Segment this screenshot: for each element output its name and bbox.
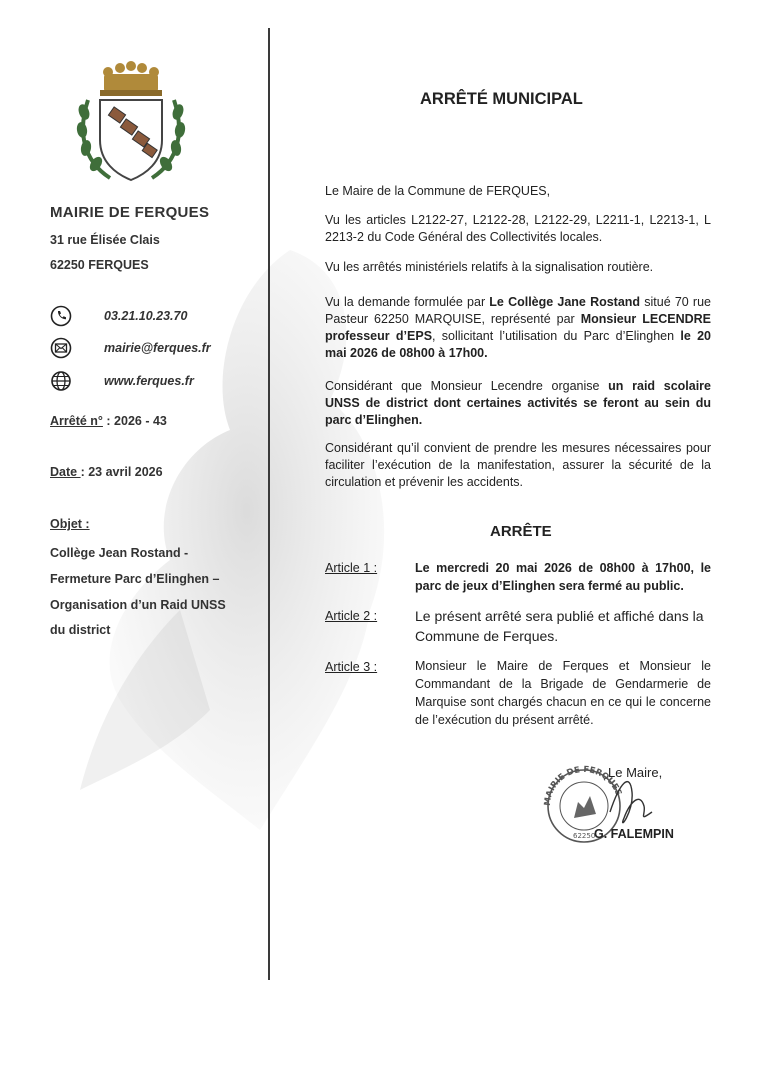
article-2-label: Article 2 : bbox=[325, 609, 378, 623]
vu-demande-text: , sollicitant l’utilisation du Parc d’Elinghen bbox=[432, 329, 681, 343]
coat-of-arms-icon bbox=[70, 60, 192, 188]
vu-demande-text: Vu la demande formulée par bbox=[325, 295, 490, 309]
considerant-raid-text: Considérant que Monsieur Lecendre organise bbox=[325, 379, 609, 393]
article-3-label: Article 3 : bbox=[325, 660, 378, 674]
objet-line: Fermeture Parc d’Elinghen – bbox=[50, 572, 220, 586]
vu-arretes-text: Vu les arrêtés ministériels relatifs à la signalisation routière. bbox=[325, 260, 654, 274]
closing-label: Le Maire, bbox=[608, 765, 663, 780]
vu-articles-paragraph bbox=[325, 212, 711, 246]
envelope-icon bbox=[50, 337, 72, 359]
considerant-mesures-paragraph bbox=[325, 440, 711, 491]
arrete-date bbox=[50, 465, 163, 479]
globe-icon bbox=[50, 370, 72, 392]
document-title: ARRÊTÉ MUNICIPAL bbox=[420, 90, 583, 108]
date-label: Date bbox=[50, 465, 81, 479]
date-value: : 23 avril 2026 bbox=[80, 465, 163, 479]
phone-number[interactable]: 03.21.10.23.70 bbox=[104, 309, 188, 323]
vu-arretes-paragraph bbox=[325, 259, 711, 276]
phone-icon bbox=[50, 305, 72, 327]
arrete-number-value: : 2026 - 43 bbox=[102, 414, 167, 428]
phone-row bbox=[50, 304, 187, 328]
objet-label: Objet : bbox=[50, 517, 90, 531]
considerant-mesures-text: Considérant qu’il convient de prendre les mesures nécessaires pour faciliter l’exécution de la manifestation, assurer la sécurité de la circulation et prévenir les accidents. bbox=[325, 441, 711, 489]
stamp-text-bottom: 62250 bbox=[573, 832, 596, 840]
mairie-name: MAIRIE DE FERQUES bbox=[50, 204, 210, 221]
article-1-label: Article 1 : bbox=[325, 561, 378, 575]
vu-demande-bold: Monsieur LECENDRE professeur d’EPS bbox=[325, 312, 711, 343]
address-street: 31 rue Élisée Clais bbox=[50, 233, 160, 247]
vu-demande-text: situé 70 rue Pasteur 62250 MARQUISE, représenté par bbox=[325, 295, 711, 326]
intro-paragraph bbox=[325, 183, 711, 200]
vu-demande-bold: le 20 mai 2026 de 08h00 à 17h00. bbox=[325, 329, 712, 360]
arrete-heading: ARRÊTE bbox=[490, 523, 552, 540]
website-url[interactable]: www.ferques.fr bbox=[104, 374, 194, 388]
objet-line: du district bbox=[50, 623, 111, 637]
column-divider bbox=[268, 28, 270, 980]
address-city: 62250 FERQUES bbox=[50, 258, 149, 272]
article-1-text: Le mercredi 20 mai 2026 de 08h00 à 17h00, le parc de jeux d’Elinghen sera fermé au public. bbox=[415, 561, 711, 593]
website-row bbox=[50, 369, 194, 393]
stamp-text-top: MAIRIE DE FERQUES bbox=[542, 764, 624, 807]
vu-articles-text: Vu les articles L2122-27, L2122-28, L2122-29, L2211-1, L2213-1, L 2213-2 du Code Général des Collectivités locales. bbox=[325, 213, 711, 244]
vu-demande-paragraph bbox=[325, 294, 711, 362]
vu-demande-bold: Le Collège Jane Rostand bbox=[489, 295, 641, 309]
objet-line: Organisation d’un Raid UNSS bbox=[50, 598, 226, 612]
considerant-raid-paragraph bbox=[325, 378, 711, 429]
email-address[interactable]: mairie@ferques.fr bbox=[104, 341, 211, 355]
considerant-raid-bold: un raid scolaire UNSS de district dont certaines activités se feront au sein du parc d’Elinghen. bbox=[325, 379, 711, 427]
article-3-text: Monsieur le Maire de Ferques et Monsieur le Commandant de la Brigade de Gendarmerie de Marquise sont chargés chacun en ce qui le concerne de l’exécution du présent arrêté. bbox=[415, 659, 711, 727]
intro-text: Le Maire de la Commune de FERQUES, bbox=[325, 184, 551, 198]
arrete-number bbox=[50, 414, 167, 428]
arrete-number-label: Arrêté n° bbox=[50, 414, 103, 428]
signer-name: G. FALEMPIN bbox=[594, 827, 674, 841]
objet-line: Collège Jean Rostand - bbox=[50, 546, 189, 560]
email-row bbox=[50, 336, 211, 360]
article-2-text: Le présent arrêté sera publié et affiché dans la Commune de Ferques. bbox=[415, 608, 704, 644]
